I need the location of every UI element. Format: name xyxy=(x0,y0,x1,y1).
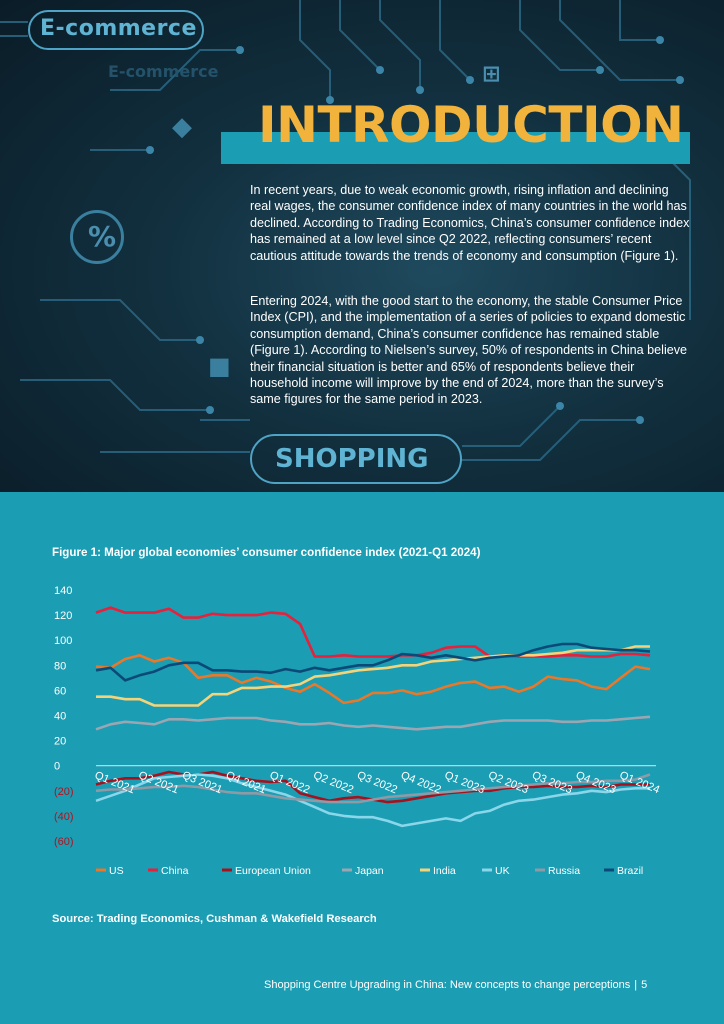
intro-paragraph-1: In recent years, due to weak economic growth, rising inflation and declining real wages, the consumer confidence index of many countries in the world has declined. According to Trading Economics, China’s consumer confidence index has remained at a low level since Q2 2022, reflecting consumers’ recent cautious attitude towards the trends of economy and consumption (Figure 1). xyxy=(250,183,690,263)
legend-label-2: European Union xyxy=(235,865,311,877)
y-tick-label-10: (60) xyxy=(54,836,74,848)
series-line-1 xyxy=(96,608,650,657)
legend-label-3: Japan xyxy=(355,865,384,877)
y-tick-label-8: (20) xyxy=(54,785,74,798)
series-line-3 xyxy=(96,717,650,730)
y-tick-label-4: 60 xyxy=(54,685,67,698)
figure-title: Figure 1: Major global economies’ consumer confidence index (2021-Q1 2024) xyxy=(52,546,481,559)
legend-label-6: Russia xyxy=(548,865,581,877)
x-tick-label-12: Q1 2024 xyxy=(617,769,662,797)
x-tick-label-0: Q1 2021 xyxy=(92,769,137,797)
ecommerce-faded-label: E-commerce xyxy=(108,62,219,81)
delivery-truck-icon: ■ xyxy=(208,352,231,380)
x-tick-label-1: Q2 2021 xyxy=(136,769,181,797)
x-tick-label-4: Q1 2022 xyxy=(267,769,312,797)
page-title: INTRODUCTION xyxy=(258,96,684,154)
shopping-basket-icon: ⊞ xyxy=(482,62,501,87)
page-footer xyxy=(264,979,647,991)
legend-label-5: UK xyxy=(495,865,510,877)
x-tick-label-8: Q1 2023 xyxy=(442,769,487,797)
footer-separator: | xyxy=(634,979,638,991)
x-tick-label-3: Q4 2021 xyxy=(224,769,268,797)
hero-banner xyxy=(0,0,724,492)
y-tick-label-3: 80 xyxy=(54,660,67,673)
x-tick-label-6: Q3 2022 xyxy=(355,769,399,797)
percent-icon: % xyxy=(88,220,117,253)
x-tick-label-11: Q4 2023 xyxy=(573,769,618,797)
price-tag-icon: ◆ xyxy=(172,112,192,142)
y-tick-label-7: 0 xyxy=(54,760,61,773)
x-tick-label-7: Q4 2022 xyxy=(399,769,443,797)
y-tick-label-6: 20 xyxy=(54,735,67,748)
page-number: 5 xyxy=(641,979,648,991)
legend-label-1: China xyxy=(161,865,189,877)
legend-label-7: Brazil xyxy=(617,865,644,877)
y-tick-label-5: 40 xyxy=(54,710,67,723)
y-tick-label-9: (40) xyxy=(54,810,74,823)
footer-text: Shopping Centre Upgrading in China: New concepts to change perceptions xyxy=(264,979,631,991)
legend-label-0: US xyxy=(109,865,124,877)
y-tick-label-0: 140 xyxy=(54,585,73,597)
intro-paragraph-2: Entering 2024, with the good start to the economy, the stable Consumer Price Index (CPI), and the implementation of a series of policies to expand domestic consumption demand, China’s consumer confidence has remained stable (Figure 1). According to Nielsen’s survey, 50% of respondents in China believe their financial situation is better and 65% of respondents believe their household income will improve by the end of 2024, more than the survey’s same figures for the same period in 2023. xyxy=(250,294,688,407)
ecommerce-label: E-commerce xyxy=(40,16,197,41)
y-tick-label-1: 120 xyxy=(54,610,73,623)
figure-source: Source: Trading Economics, Cushman & Wakefield Research xyxy=(52,913,377,925)
x-tick-label-9: Q2 2023 xyxy=(486,769,531,797)
legend-label-4: India xyxy=(433,865,456,877)
y-tick-label-2: 100 xyxy=(54,635,73,648)
x-tick-label-10: Q3 2023 xyxy=(530,769,574,797)
x-tick-label-2: Q3 2021 xyxy=(180,769,224,797)
x-tick-label-5: Q2 2022 xyxy=(311,769,356,797)
shopping-label: SHOPPING xyxy=(275,444,429,474)
consumer-confidence-chart xyxy=(0,570,724,890)
